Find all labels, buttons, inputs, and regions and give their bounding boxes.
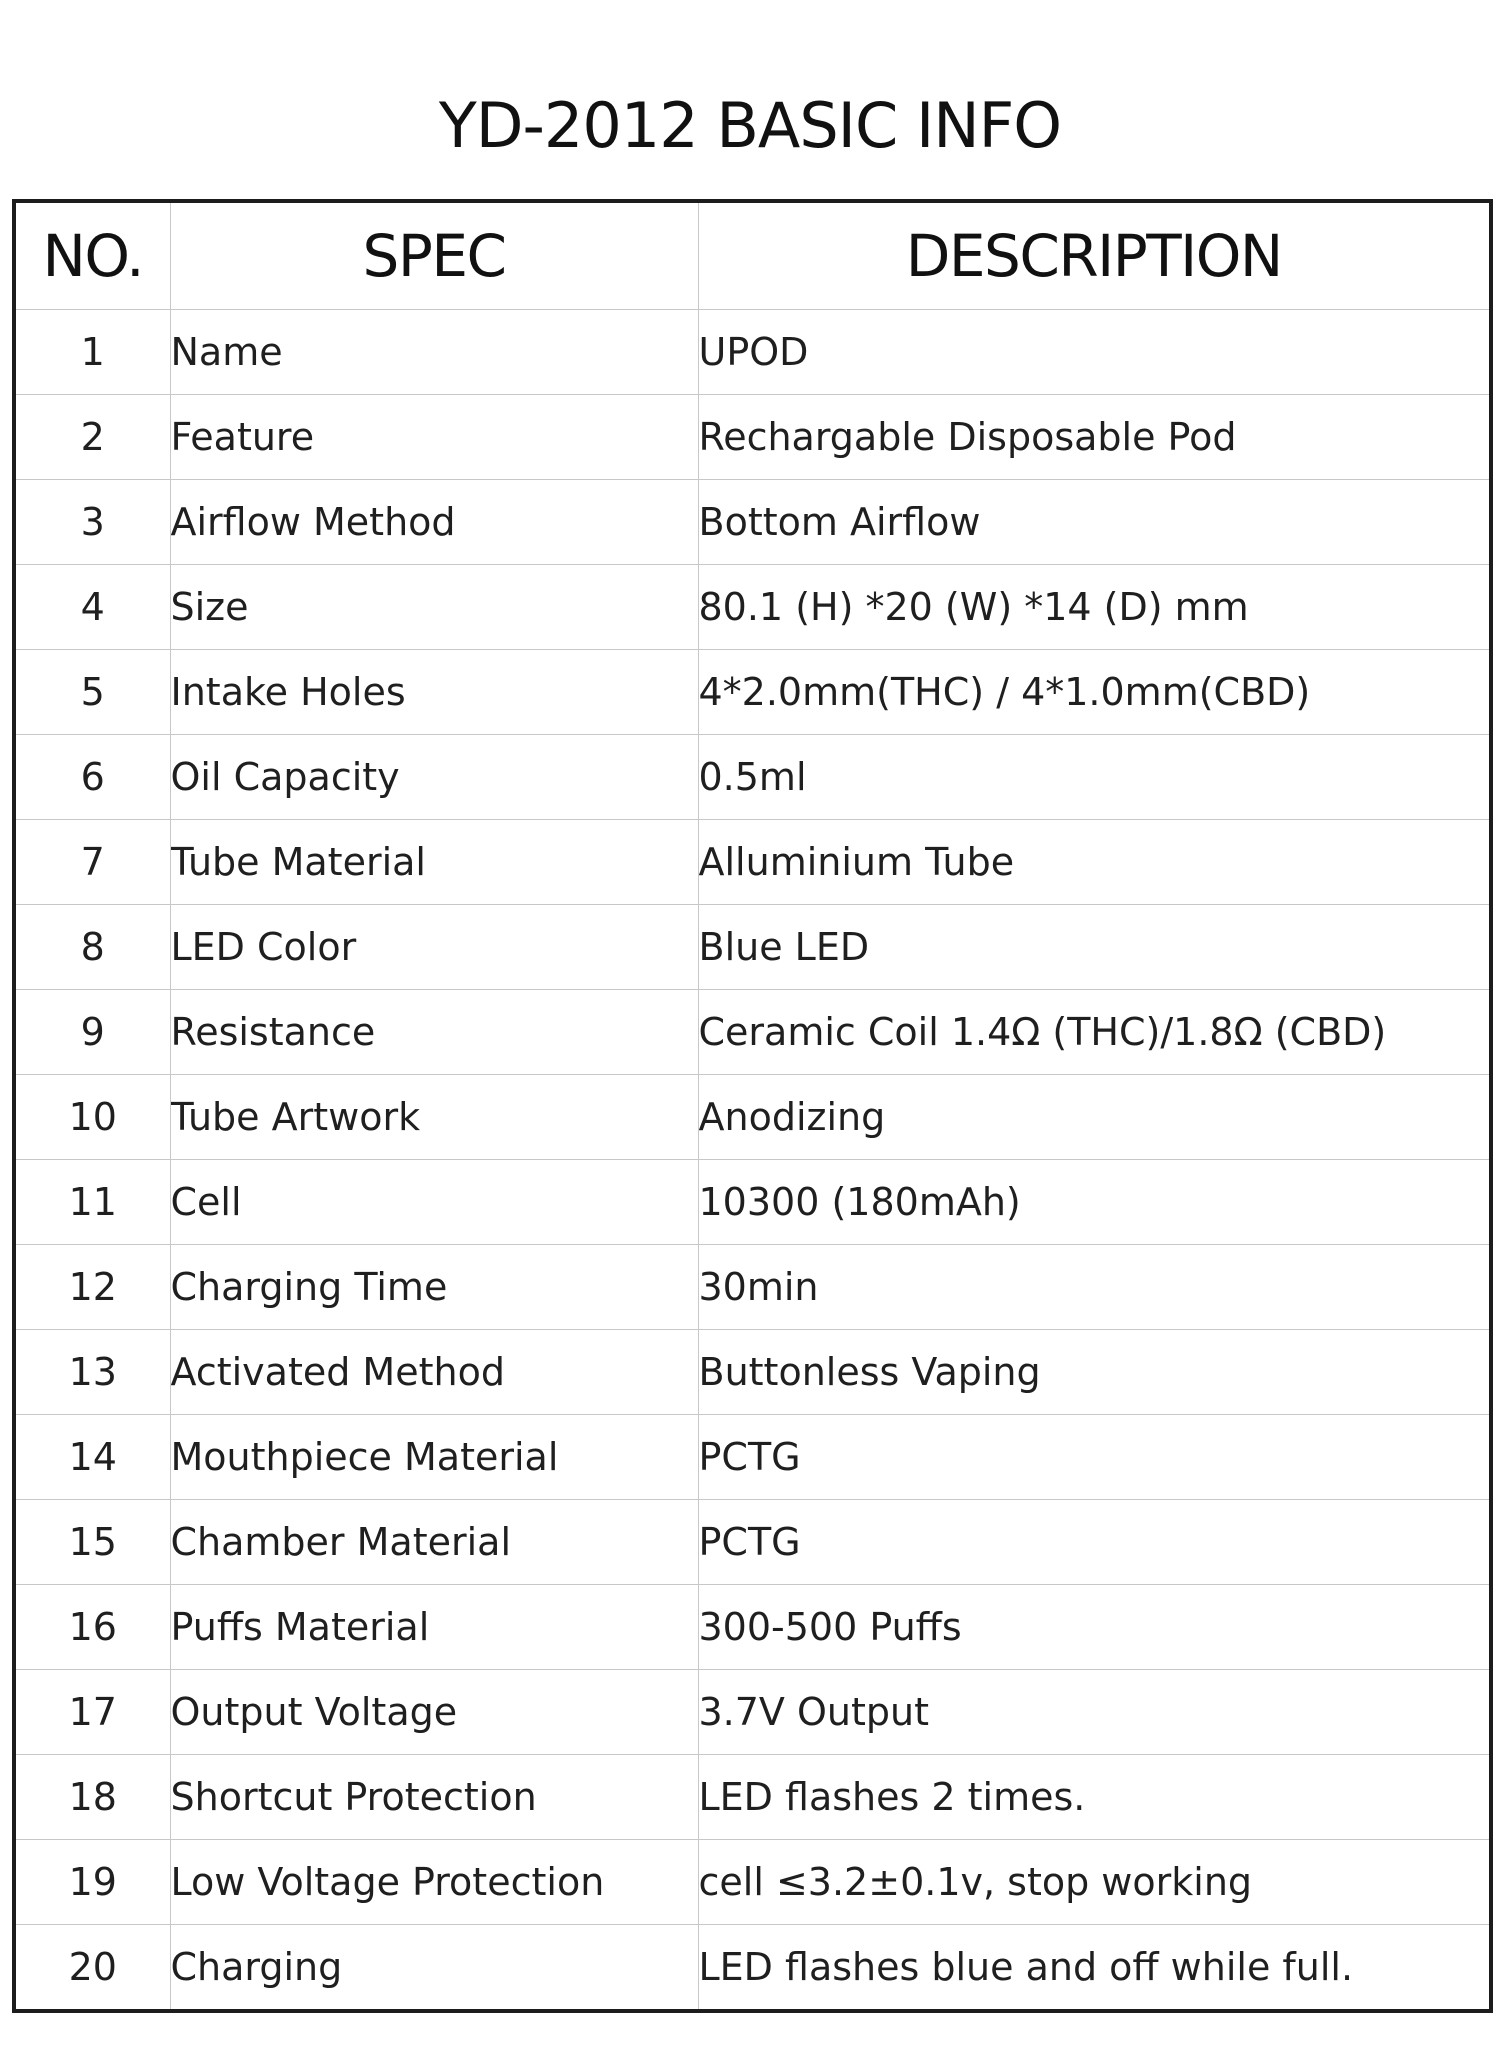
row-description: 10300 (180mAh) [698,1160,1491,1245]
header-spec: SPEC [170,201,698,310]
row-number: 8 [14,905,170,990]
row-number: 19 [14,1840,170,1925]
row-description: Buttonless Vaping [698,1330,1491,1415]
row-spec: Puffs Material [170,1585,698,1670]
header-no: NO. [14,201,170,310]
row-number: 2 [14,395,170,480]
row-spec: Tube Material [170,820,698,905]
row-description: LED flashes 2 times. [698,1755,1491,1840]
row-number: 7 [14,820,170,905]
row-number: 5 [14,650,170,735]
row-description: 80.1 (H) *20 (W) *14 (D) mm [698,565,1491,650]
row-number: 17 [14,1670,170,1755]
row-spec: Name [170,310,698,395]
row-number: 20 [14,1925,170,2012]
table-row [14,1755,1491,1840]
header-description: DESCRIPTION [698,201,1491,310]
row-number: 18 [14,1755,170,1840]
table-row [14,1840,1491,1925]
row-spec: LED Color [170,905,698,990]
row-spec: Feature [170,395,698,480]
row-description: UPOD [698,310,1491,395]
row-number: 11 [14,1160,170,1245]
row-description: PCTG [698,1500,1491,1585]
row-spec: Cell [170,1160,698,1245]
row-description: 0.5ml [698,735,1491,820]
row-spec: Charging [170,1925,698,2012]
row-number: 15 [14,1500,170,1585]
table-row [14,735,1491,820]
row-description: PCTG [698,1415,1491,1500]
row-spec: Charging Time [170,1245,698,1330]
row-description: Bottom Airflow [698,480,1491,565]
row-description: cell ≤3.2±0.1v, stop working [698,1840,1491,1925]
row-description: 300-500 Puffs [698,1585,1491,1670]
table-row [14,480,1491,565]
table-row [14,1415,1491,1500]
table-row [14,1160,1491,1245]
table-row [14,1075,1491,1160]
page-title: YD-2012 BASIC INFO [438,89,1062,162]
row-description: Blue LED [698,905,1491,990]
table-row [14,310,1491,395]
row-spec: Intake Holes [170,650,698,735]
table-row [14,820,1491,905]
row-number: 13 [14,1330,170,1415]
table-row [14,1925,1491,2012]
row-spec: Size [170,565,698,650]
row-number: 14 [14,1415,170,1500]
table-row [14,1245,1491,1330]
row-spec: Shortcut Protection [170,1755,698,1840]
row-description: Alluminium Tube [698,820,1491,905]
row-description: 4*2.0mm(THC) / 4*1.0mm(CBD) [698,650,1491,735]
row-description: Rechargable Disposable Pod [698,395,1491,480]
table-row [14,1330,1491,1415]
row-spec: Tube Artwork [170,1075,698,1160]
row-number: 9 [14,990,170,1075]
table-row [14,395,1491,480]
row-number: 6 [14,735,170,820]
row-number: 10 [14,1075,170,1160]
table-row [14,905,1491,990]
row-number: 3 [14,480,170,565]
row-number: 1 [14,310,170,395]
row-description: LED flashes blue and off while full. [698,1945,1354,1989]
table-row [14,565,1491,650]
row-spec: Mouthpiece Material [170,1415,698,1500]
row-description: Ceramic Coil 1.4Ω (THC)/1.8Ω (CBD) [698,990,1491,1075]
table-row [14,990,1491,1075]
row-spec: Resistance [170,990,698,1075]
row-number: 16 [14,1585,170,1670]
row-description: 30min [698,1245,1491,1330]
table-row [14,1500,1491,1585]
table-header-row [14,201,1491,310]
row-spec: Output Voltage [170,1670,698,1755]
row-number: 4 [14,565,170,650]
row-description: 3.7V Output [698,1670,1491,1755]
row-description: Anodizing [698,1075,1491,1160]
table-row [14,1585,1491,1670]
row-spec: Oil Capacity [170,735,698,820]
spec-table [12,199,1493,2013]
table-row [14,650,1491,735]
row-spec: Low Voltage Protection [170,1840,698,1925]
row-spec: Airflow Method [170,480,698,565]
row-spec: Chamber Material [170,1500,698,1585]
row-number: 12 [14,1245,170,1330]
row-spec: Activated Method [170,1330,698,1415]
table-row [14,1670,1491,1755]
